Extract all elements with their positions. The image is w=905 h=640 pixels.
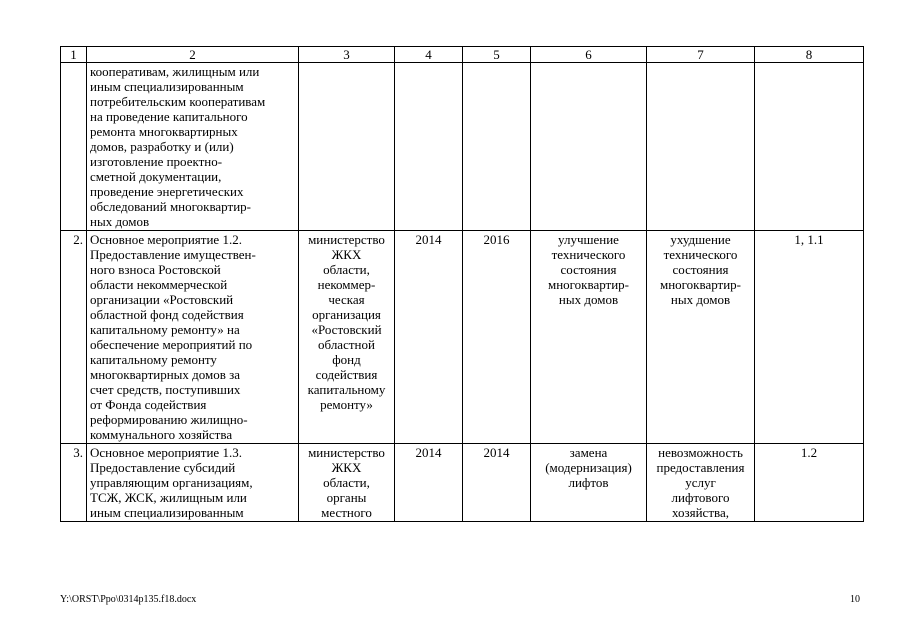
executor-cell: министерство ЖКХ области, органы местного	[299, 444, 395, 522]
row-number: 2.	[61, 231, 87, 444]
column-header: 3	[299, 47, 395, 63]
column-header: 5	[463, 47, 531, 63]
document-table	[60, 46, 864, 522]
expected-result: улучшение технического состояния многоквартир- ных домов	[531, 231, 647, 444]
start-year	[395, 63, 463, 231]
column-header: 4	[395, 47, 463, 63]
start-year: 2014	[395, 444, 463, 522]
column-header: 6	[531, 47, 647, 63]
expected-result	[531, 63, 647, 231]
non-implementation-consequence: ухудшение технического состояния многоквартир- ных домов	[647, 231, 755, 444]
non-implementation-consequence	[647, 63, 755, 231]
table-row	[61, 444, 864, 522]
expected-result: замена (модернизация) лифтов	[531, 444, 647, 522]
footer-file-path: Y:\ORST\Ppo\0314p135.f18.docx	[60, 594, 197, 605]
start-year: 2014	[395, 231, 463, 444]
executor-cell: министерство ЖКХ области, некоммер- ческая организация «Ростовский областной фонд содействия капитальному ремонту»	[299, 231, 395, 444]
column-header: 8	[755, 47, 864, 63]
end-year: 2016	[463, 231, 531, 444]
column-header: 2	[87, 47, 299, 63]
row-number: 3.	[61, 444, 87, 522]
measure-description: кооперативам, жилищным или иным специализированным потребительским кооперативам на проведение капитального ремонта многоквартирных домов, разработку и (или) изготовление проектно- сметной документации, проведение энергетических обследований многоквартир- ных домов	[87, 63, 299, 231]
table-row	[61, 63, 864, 231]
page-number: 10	[850, 594, 860, 605]
table-header-row	[61, 47, 864, 63]
executor-cell	[299, 63, 395, 231]
indicator-link	[755, 63, 864, 231]
table-row	[61, 231, 864, 444]
end-year	[463, 63, 531, 231]
end-year: 2014	[463, 444, 531, 522]
measure-description: Основное мероприятие 1.2. Предоставление имуществен- ного взноса Ростовской области некоммерческой организации «Ростовский областной фонд содействия капитальному ремонту» на обеспечение мероприятий по капитальному ремонту многоквартирных домов за счет средств, поступивших от Фонда содействия реформированию жилищно- коммунального хозяйства	[87, 231, 299, 444]
indicator-link: 1, 1.1	[755, 231, 864, 444]
column-header: 7	[647, 47, 755, 63]
indicator-link: 1.2	[755, 444, 864, 522]
non-implementation-consequence: невозможность предоставления услуг лифтового хозяйства,	[647, 444, 755, 522]
column-header: 1	[61, 47, 87, 63]
row-number	[61, 63, 87, 231]
measure-description: Основное мероприятие 1.3. Предоставление субсидий управляющим организациям, ТСЖ, ЖСК, жилищным или иным специализированным	[87, 444, 299, 522]
